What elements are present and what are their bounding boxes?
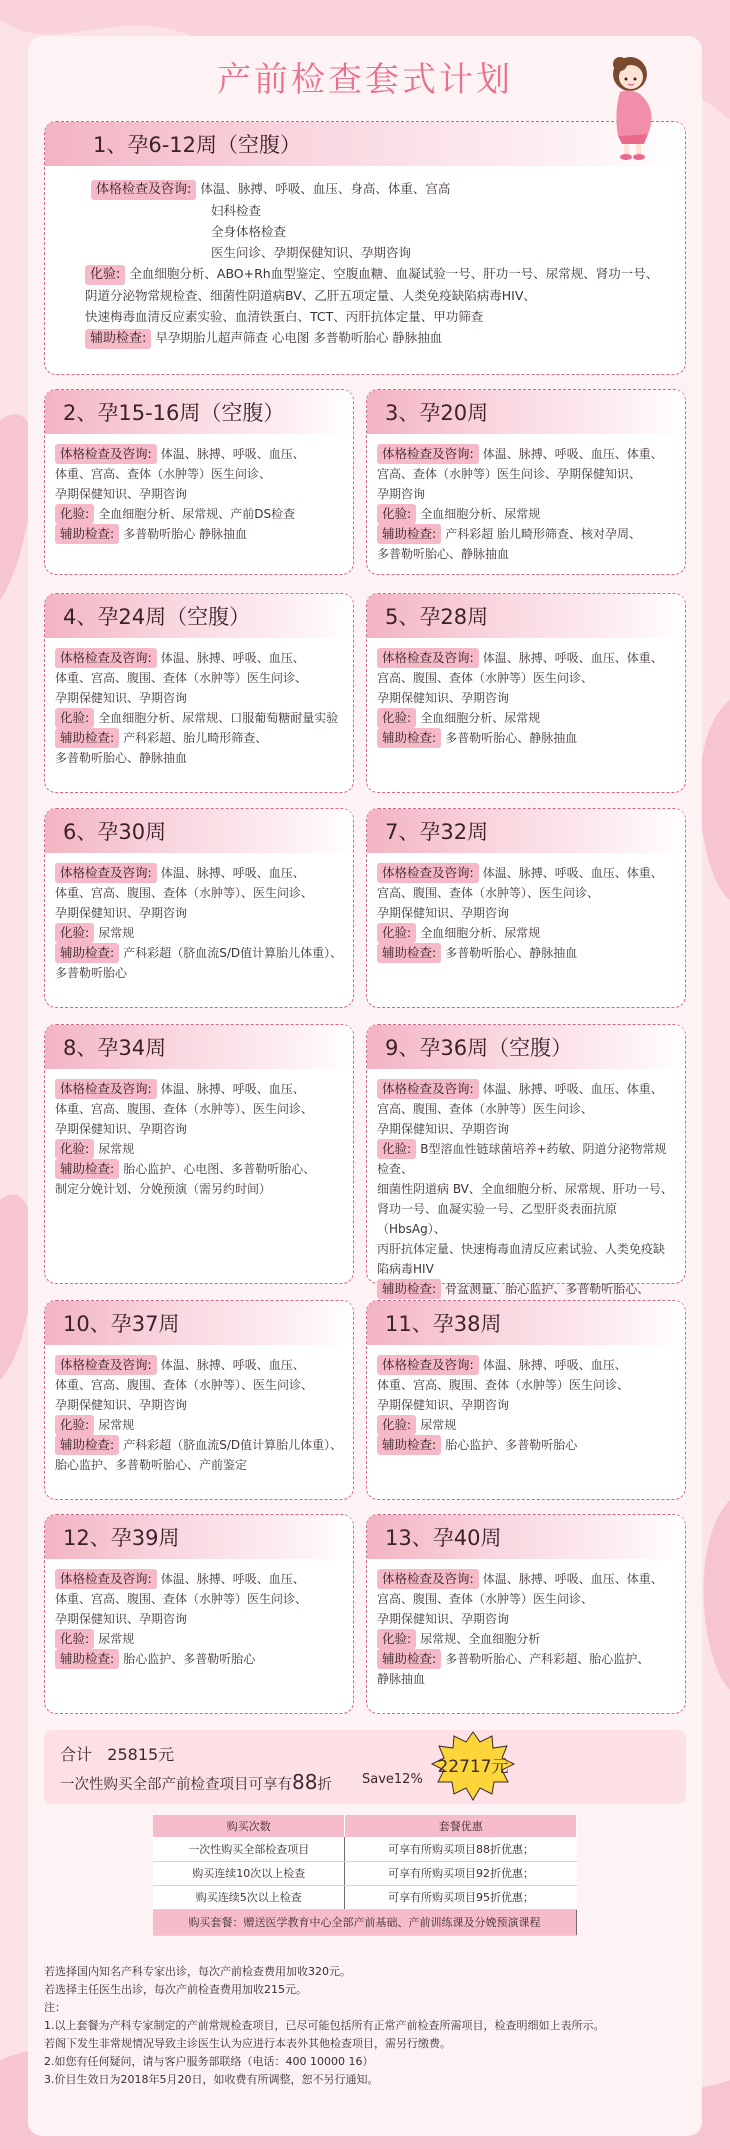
page-title: 产前检查套式计划 <box>217 60 513 100</box>
aux-line: 多普勒听胎心 静脉抽血 <box>123 527 248 541</box>
exam-section <box>55 444 343 504</box>
note-line: 若选择国内知名产科专家出诊，每次产前检查费用加收320元。 <box>44 1965 351 1978</box>
lab-section <box>55 1139 343 1159</box>
aux-line: 早孕期胎儿超声筛查 心电图 多普勒听胎心 静脉抽血 <box>155 330 443 345</box>
lab-label: 化验: <box>55 1139 94 1159</box>
note-line: 若选择主任医生出诊，每次产前检查费用加收215元。 <box>44 1983 307 1996</box>
exam-line: 体重、宫高、腹围、查体（水肿等）、医生问诊、 <box>55 1378 314 1392</box>
exam-line: 体温、脉搏、呼吸、血压、体重、 <box>482 651 663 665</box>
exam-line: 体温、脉搏、呼吸、血压、 <box>160 447 305 461</box>
card-heading: 3、孕20周 <box>367 390 685 434</box>
aux-section <box>85 327 675 349</box>
visit-card-2 <box>44 389 354 575</box>
offer-discount: 88 <box>292 1770 318 1794</box>
aux-line: 产科彩超（脐血流S/D值计算胎儿体重）、 <box>123 946 343 960</box>
note-line: 1.以上套餐为产科专家制定的产前常规检查项目，已尽可能包括所有正常产前检查所需项目，检查明细如上表所示。 <box>44 2019 605 2032</box>
aux-label: 辅助检查: <box>55 1435 119 1455</box>
table-header: 购买次数 <box>153 1815 345 1837</box>
exam-section <box>377 1079 675 1139</box>
lab-line: 全血细胞分析、ABO+Rh血型鉴定、空腹血糖、血凝试验一号、肝功一号、尿常规、肾功一号、 <box>129 266 659 281</box>
package-note: 购买套餐：赠送医学教育中心全部产前基础、产前训练课及分娩预演课程 <box>153 1909 577 1935</box>
table-row <box>153 1885 577 1909</box>
table-cell: 一次性购买全部检查项目 <box>153 1837 345 1861</box>
offer-prefix: 一次性购买全部产前检查项目可享有 <box>60 1777 292 1793</box>
exam-line: 体重、宫高、查体（水肿等）医生问诊、 <box>55 467 272 481</box>
visit-card-6 <box>44 808 354 1008</box>
exam-line: 孕期保健知识、孕期咨询 <box>55 1122 188 1136</box>
table-cell: 可享有所购买项目95折优惠； <box>345 1885 577 1909</box>
lab-section <box>377 708 675 728</box>
aux-section <box>377 1435 675 1455</box>
exam-line: 体温、脉搏、呼吸、血压、体重、 <box>482 447 663 461</box>
card-heading: 1、孕6-12周（空腹） <box>45 122 685 166</box>
exam-label: 体格检查及咨询: <box>377 648 479 668</box>
exam-section <box>377 648 675 708</box>
visit-card-1 <box>44 121 686 375</box>
lab-label: 化验: <box>55 504 94 524</box>
exam-label: 体格检查及咨询: <box>55 1355 157 1375</box>
visit-card-13 <box>366 1514 686 1714</box>
aux-line: 静脉抽血 <box>377 1672 426 1686</box>
aux-line: 多普勒听胎心、静脉抽血 <box>445 731 578 745</box>
note-line: 2.如您有任何疑问，请与客户服务部联络（电话：400 10000 16） <box>44 2055 374 2068</box>
offer-line <box>60 1770 332 1794</box>
aux-line: 胎心监护、心电图、多普勒听胎心、 <box>123 1162 316 1176</box>
exam-line: 孕期保健知识、孕期咨询 <box>55 906 188 920</box>
table-cell: 可享有所购买项目88折优惠； <box>345 1837 577 1861</box>
exam-line: 孕期保健知识、孕期咨询 <box>55 691 188 705</box>
exam-label: 体格检查及咨询: <box>55 863 157 883</box>
table-cell: 可享有所购买项目92折优惠； <box>345 1861 577 1885</box>
lab-section <box>377 1415 675 1435</box>
exam-line: 体重、宫高、腹围、查体（水肿等）医生问诊、 <box>377 1378 630 1392</box>
exam-label: 体格检查及咨询: <box>377 1355 479 1375</box>
table-cell: 购买连续10次以上检查 <box>153 1861 345 1885</box>
exam-section <box>377 1569 675 1629</box>
aux-label: 辅助检查: <box>377 943 441 963</box>
aux-line: 胎心监护、多普勒听胎心 <box>445 1438 578 1452</box>
exam-label: 体格检查及咨询: <box>377 444 479 464</box>
exam-line: 体温、脉搏、呼吸、血压、 <box>160 866 305 880</box>
card-heading: 9、孕36周（空腹） <box>367 1025 685 1069</box>
lab-section <box>55 1629 343 1649</box>
exam-section <box>55 1355 343 1415</box>
note-line: 3.价目生效日为2018年5月20日，如收费有所调整，恕不另行通知。 <box>44 2073 379 2086</box>
pregnant-woman-illustration <box>600 52 670 162</box>
exam-line: 孕期保健知识、孕期咨询 <box>377 1398 510 1412</box>
card-heading: 10、孕37周 <box>45 1301 353 1345</box>
aux-label: 辅助检查: <box>55 524 119 544</box>
note-line: 若阁下发生非常规情况导致主诊医生认为应进行本表外其他检查项目，需另行缴费。 <box>44 2037 451 2050</box>
visit-card-4 <box>44 593 354 793</box>
discount-table <box>153 1815 577 1936</box>
visit-card-3 <box>366 389 686 575</box>
aux-section <box>55 943 343 983</box>
aux-line: 产科彩超 胎儿畸形筛查、核对孕周、 <box>445 527 642 541</box>
aux-section <box>55 1649 343 1669</box>
lab-line: 全血细胞分析、尿常规 <box>420 507 541 521</box>
exam-line: 孕期保健知识、孕期咨询 <box>377 1122 510 1136</box>
lab-label: 化验: <box>377 708 416 728</box>
lab-section <box>55 708 343 728</box>
exam-line: 体温、脉搏、呼吸、血压、 <box>482 1358 627 1372</box>
exam-line: 体重、宫高、腹围、查体（水肿等）、医生问诊、 <box>55 886 314 900</box>
exam-line: 体温、脉搏、呼吸、血压、 <box>160 1082 305 1096</box>
aux-line: 产科彩超（脐血流S/D值计算胎儿体重）、 <box>123 1438 343 1452</box>
package-price: 22717元 <box>437 1757 509 1777</box>
visit-card-11 <box>366 1300 686 1500</box>
exam-label: 体格检查及咨询: <box>377 863 479 883</box>
lab-line: 尿常规 <box>98 1142 135 1156</box>
aux-label: 辅助检查: <box>377 728 441 748</box>
exam-line: 体重、宫高、腹围、查体（水肿等）、医生问诊、 <box>55 1102 314 1116</box>
aux-section <box>55 1435 343 1475</box>
exam-line: 宫高、腹围、查体（水肿等）医生问诊、 <box>377 671 594 685</box>
card-heading: 12、孕39周 <box>45 1515 353 1559</box>
exam-label: 体格检查及咨询: <box>55 1079 157 1099</box>
exam-line: 医生问诊、孕期保健知识、孕期咨询 <box>211 245 412 260</box>
exam-line: 体温、脉搏、呼吸、血压、 <box>160 651 305 665</box>
aux-line: 多普勒听胎心、静脉抽血 <box>377 547 510 561</box>
exam-line: 孕期保健知识、孕期咨询 <box>55 1612 188 1626</box>
aux-section <box>377 1649 675 1689</box>
exam-line: 孕期咨询 <box>377 487 426 501</box>
lab-label: 化验: <box>377 504 416 524</box>
aux-section <box>377 524 675 564</box>
lab-section <box>377 504 675 524</box>
total-bar <box>44 1730 686 1804</box>
exam-label: 体格检查及咨询: <box>377 1569 479 1589</box>
exam-label: 体格检查及咨询: <box>91 180 196 200</box>
lab-line: 阴道分泌物常规检查、细菌性阴道病BV、乙肝五项定量、人类免疫缺陷病毒HIV、 <box>85 288 536 303</box>
visit-card-7 <box>366 808 686 1008</box>
exam-line: 体重、宫高、腹围、查体（水肿等）医生问诊、 <box>55 1592 308 1606</box>
lab-section <box>377 923 675 943</box>
lab-line: 细菌性阴道病 BV、全血细胞分析、尿常规、肝功一号、 <box>377 1182 673 1196</box>
card-heading: 13、孕40周 <box>367 1515 685 1559</box>
visit-card-8 <box>44 1024 354 1284</box>
card-heading: 4、孕24周（空腹） <box>45 594 353 638</box>
aux-line: 多普勒听胎心、静脉抽血 <box>445 946 578 960</box>
exam-label: 体格检查及咨询: <box>377 1079 479 1099</box>
exam-section <box>55 863 343 923</box>
visit-card-10 <box>44 1300 354 1500</box>
exam-line: 体温、脉搏、呼吸、血压、体重、 <box>482 1082 663 1096</box>
aux-label: 辅助检查: <box>55 1159 119 1179</box>
aux-section <box>55 524 343 544</box>
aux-label: 辅助检查: <box>55 728 119 748</box>
lab-label: 化验: <box>377 1139 416 1159</box>
lab-section <box>85 263 675 327</box>
lab-label: 化验: <box>377 1415 416 1435</box>
table-header: 套餐优惠 <box>345 1815 577 1837</box>
total-amount: 25815元 <box>107 1745 175 1764</box>
exam-line: 体温、脉搏、呼吸、血压、 <box>160 1572 305 1586</box>
lab-line: 全血细胞分析、尿常规、产前DS检查 <box>98 507 296 521</box>
lab-label: 化验: <box>85 265 125 285</box>
lab-line: 快速梅毒血清反应素实验、血清铁蛋白、TCT、丙肝抗体定量、甲功筛查 <box>85 309 484 324</box>
exam-section <box>377 444 675 504</box>
lab-label: 化验: <box>55 1629 94 1649</box>
exam-section <box>377 1355 675 1415</box>
lab-section <box>55 504 343 524</box>
card-heading: 7、孕32周 <box>367 809 685 853</box>
exam-line: 孕期保健知识、孕期咨询 <box>377 906 510 920</box>
aux-section <box>55 1159 343 1199</box>
aux-label: 辅助检查: <box>377 1279 441 1299</box>
card-heading: 5、孕28周 <box>367 594 685 638</box>
offer-suffix: 折 <box>317 1777 332 1793</box>
exam-line: 体重、宫高、腹围、查体（水肿等）医生问诊、 <box>55 671 308 685</box>
table-row <box>153 1861 577 1885</box>
card-heading: 6、孕30周 <box>45 809 353 853</box>
save-percent: Save12% <box>362 1772 423 1787</box>
aux-line: 多普勒听胎心 <box>55 966 128 980</box>
lab-label: 化验: <box>55 923 94 943</box>
exam-line: 宫高、腹围、查体（水肿等）医生问诊、 <box>377 1102 594 1116</box>
lab-line: 全血细胞分析、尿常规、口服葡萄糖耐量实验 <box>98 711 339 725</box>
exam-line: 宫高、查体（水肿等）医生问诊、孕期保健知识、 <box>377 467 642 481</box>
visit-card-9 <box>366 1024 686 1296</box>
aux-line: 胎心监护、多普勒听胎心 <box>123 1652 256 1666</box>
lab-label: 化验: <box>55 1415 94 1435</box>
aux-label: 辅助检查: <box>85 329 151 349</box>
aux-label: 辅助检查: <box>55 943 119 963</box>
exam-line: 宫高、腹围、查体（水肿等）医生问诊、 <box>377 1592 594 1606</box>
aux-line: 制定分娩计划、分娩预演（需另约时间） <box>55 1182 272 1196</box>
exam-section <box>55 648 343 708</box>
table-row <box>153 1837 577 1861</box>
exam-section <box>55 1079 343 1139</box>
exam-line: 全身体格检查 <box>211 224 287 239</box>
table-row <box>153 1909 577 1935</box>
aux-section <box>377 728 675 748</box>
lab-line: 肾功一号、血凝实验一号、乙型肝炎表面抗原（HbsAg）、 <box>377 1202 618 1236</box>
notes <box>44 1963 704 2089</box>
exam-line: 孕期保健知识、孕期咨询 <box>377 691 510 705</box>
lab-line: 尿常规 <box>98 1632 135 1646</box>
card-heading: 2、孕15-16周（空腹） <box>45 390 353 434</box>
exam-line: 体温、脉搏、呼吸、血压、 <box>160 1358 305 1372</box>
aux-label: 辅助检查: <box>377 1649 441 1669</box>
lab-line: 尿常规 <box>98 1418 135 1432</box>
lab-line: B型溶血性链球菌培养+药敏、阴道分泌物常规检查、 <box>377 1142 667 1176</box>
lab-section <box>55 1415 343 1435</box>
lab-label: 化验: <box>377 1629 416 1649</box>
total-label: 合计 <box>60 1745 93 1764</box>
aux-line: 多普勒听胎心、静脉抽血 <box>55 751 188 765</box>
exam-section <box>55 1569 343 1629</box>
exam-line: 孕期保健知识、孕期咨询 <box>377 1612 510 1626</box>
exam-section <box>377 863 675 923</box>
lab-line: 全血细胞分析、尿常规 <box>420 711 541 725</box>
aux-label: 辅助检查: <box>55 1649 119 1669</box>
aux-line: 产科彩超、胎儿畸形筛查、 <box>123 731 268 745</box>
card-heading: 11、孕38周 <box>367 1301 685 1345</box>
exam-line: 宫高、腹围、查体（水肿等）、医生问诊、 <box>377 886 600 900</box>
aux-line: 骨盆测量、胎心监护、多普勒听胎心、 <box>445 1282 650 1296</box>
exam-label: 体格检查及咨询: <box>55 1569 157 1589</box>
aux-label: 辅助检查: <box>377 524 441 544</box>
visit-card-12 <box>44 1514 354 1714</box>
exam-line: 体温、脉搏、呼吸、血压、体重、 <box>482 866 663 880</box>
lab-line: 尿常规 <box>98 926 135 940</box>
exam-label: 体格检查及咨询: <box>55 648 157 668</box>
lab-section <box>377 1629 675 1649</box>
lab-line: 丙肝抗体定量、快速梅毒血清反应素试验、人类免疫缺陷病毒HIV <box>377 1242 666 1276</box>
exam-label: 体格检查及咨询: <box>55 444 157 464</box>
lab-line: 全血细胞分析、尿常规 <box>420 926 541 940</box>
exam-section <box>91 178 675 263</box>
lab-line: 尿常规 <box>420 1418 457 1432</box>
note-line: 注： <box>44 2001 66 2014</box>
visit-card-5 <box>366 593 686 793</box>
aux-line: 胎心监护、多普勒听胎心、产前鉴定 <box>55 1458 248 1472</box>
aux-label: 辅助检查: <box>377 1435 441 1455</box>
exam-line: 体温、脉搏、呼吸、血压、体重、 <box>482 1572 663 1586</box>
lab-label: 化验: <box>377 923 416 943</box>
lab-section <box>377 1139 675 1279</box>
aux-line: 多普勒听胎心、产科彩超、胎心监护、 <box>445 1652 650 1666</box>
exam-line: 妇科检查 <box>211 203 262 218</box>
table-cell: 购买连续5次以上检查 <box>153 1885 345 1909</box>
lab-section <box>55 923 343 943</box>
lab-label: 化验: <box>55 708 94 728</box>
aux-section <box>55 728 343 768</box>
exam-line: 体温、脉搏、呼吸、血压、身高、体重、宫高 <box>200 181 451 196</box>
total-line <box>60 1742 174 1765</box>
exam-line: 孕期保健知识、孕期咨询 <box>55 1398 188 1412</box>
lab-line: 尿常规、全血细胞分析 <box>420 1632 541 1646</box>
card-heading: 8、孕34周 <box>45 1025 353 1069</box>
aux-section <box>377 943 675 963</box>
exam-line: 孕期保健知识、孕期咨询 <box>55 487 188 501</box>
